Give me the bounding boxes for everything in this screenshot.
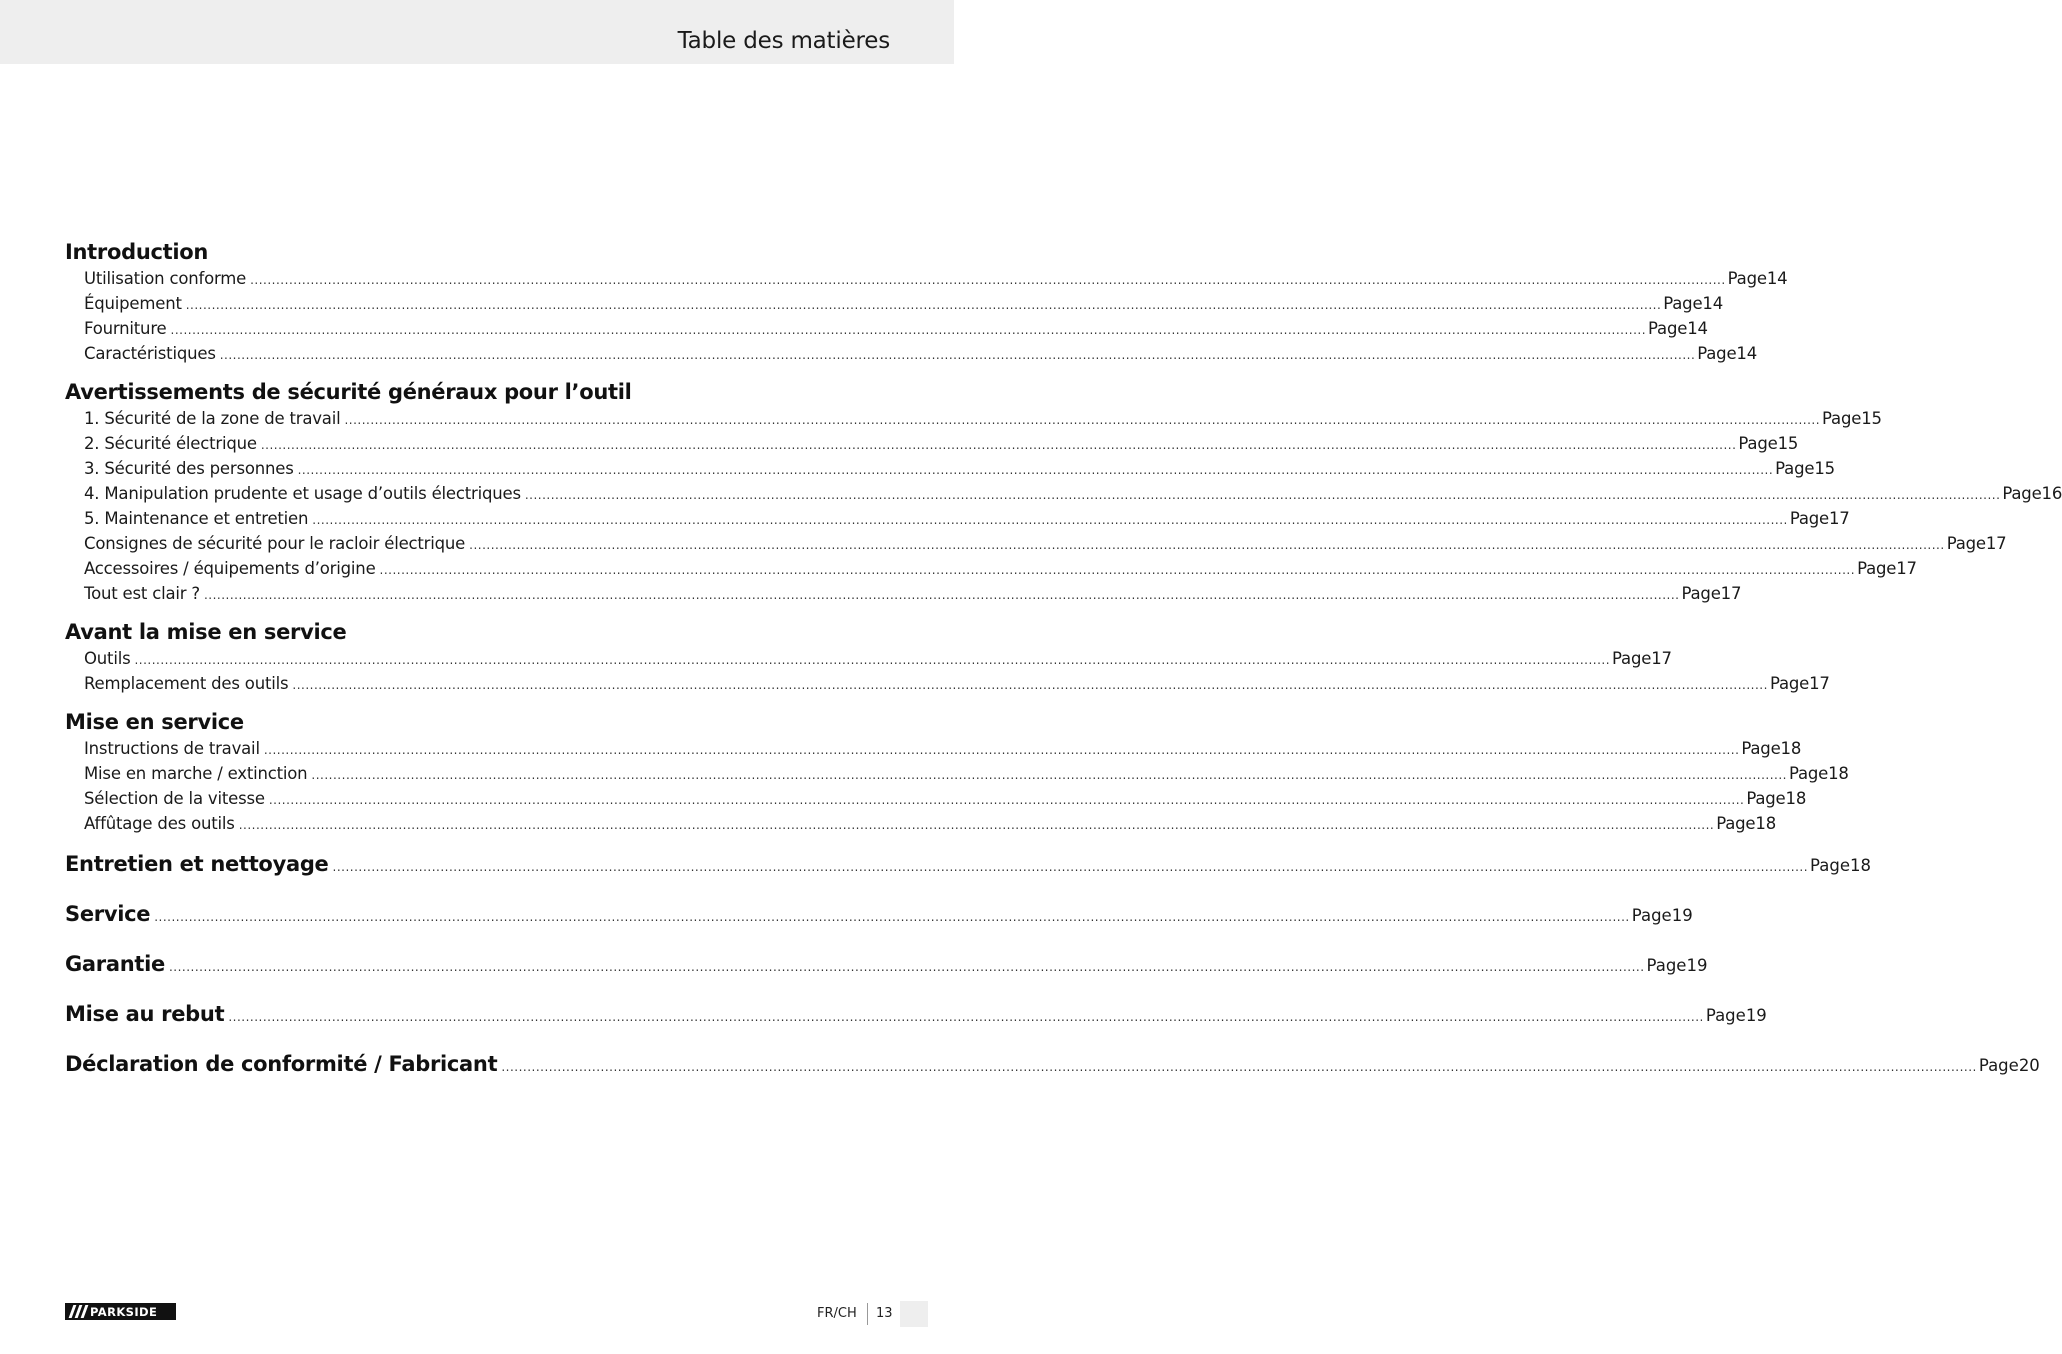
leader-dots: ...................................................................................................................................................................................................................................................................................................................................................... bbox=[228, 1010, 1704, 1024]
toc-heading-entry[interactable] bbox=[65, 848, 1871, 880]
leader-dots: ...................................................................................................................................................................................................................................................................................................................................................... bbox=[134, 653, 1611, 667]
toc-section-before-use bbox=[65, 618, 1830, 696]
toc-entry[interactable] bbox=[65, 431, 1799, 456]
leader-dots: ...................................................................................................................................................................................................................................................................................................................................................... bbox=[344, 413, 1821, 427]
parkside-logo bbox=[65, 1303, 176, 1320]
entry-label: Consignes de sécurité pour le racloir électrique bbox=[84, 534, 466, 553]
page-word: Page bbox=[1646, 956, 1687, 975]
page-word: Page bbox=[1741, 739, 1781, 758]
toc-entry[interactable] bbox=[65, 736, 1802, 761]
leader-dots: ...................................................................................................................................................................................................................................................................................................................................................... bbox=[260, 438, 1737, 452]
page-word: Page bbox=[1705, 1006, 1746, 1025]
leader-dots: ...................................................................................................................................................................................................................................................................................................................................................... bbox=[238, 818, 1715, 832]
heading-label: Mise au rebut bbox=[65, 1002, 225, 1026]
page-word: Page bbox=[1631, 906, 1672, 925]
page-word: Page bbox=[1789, 509, 1829, 528]
page-word: Page bbox=[1738, 434, 1778, 453]
page-number: 15 bbox=[1777, 434, 1799, 453]
leader-dots: ...................................................................................................................................................................................................................................................................................................................................................... bbox=[501, 1060, 1977, 1074]
leader-dots: ...................................................................................................................................................................................................................................................................................................................................................... bbox=[203, 588, 1680, 602]
toc-section-operation bbox=[65, 708, 1849, 836]
page-word: Page bbox=[2002, 484, 2042, 503]
toc-heading-entry[interactable] bbox=[65, 948, 1708, 980]
page-word: Page bbox=[1857, 559, 1897, 578]
entry-label: Instructions de travail bbox=[84, 739, 260, 758]
page-number: 14 bbox=[1736, 344, 1758, 363]
page-word: Page bbox=[1697, 344, 1737, 363]
page-number: 18 bbox=[1785, 789, 1807, 808]
page-number: 20 bbox=[2018, 1056, 2040, 1075]
page-number: 14 bbox=[1702, 294, 1724, 313]
toc-entry[interactable] bbox=[65, 811, 1776, 836]
toc-entry[interactable] bbox=[65, 481, 2062, 506]
language-code: FR/CH bbox=[817, 1306, 857, 1321]
entry-label: Fourniture bbox=[84, 319, 167, 338]
heading-label: Déclaration de conformité / Fabricant bbox=[65, 1052, 498, 1076]
leader-dots: ...................................................................................................................................................................................................................................................................................................................................................... bbox=[524, 488, 2001, 502]
entry-label: 2. Sécurité électrique bbox=[84, 434, 257, 453]
leader-dots: ...................................................................................................................................................................................................................................................................................................................................................... bbox=[311, 768, 1787, 782]
toc-entry[interactable] bbox=[65, 291, 1724, 316]
page-title: Table des matières bbox=[677, 28, 890, 54]
page-word: Page bbox=[1822, 409, 1862, 428]
page-number: 17 bbox=[1809, 674, 1830, 693]
page-number: 18 bbox=[1755, 814, 1776, 833]
leader-dots: ...................................................................................................................................................................................................................................................................................................................................................... bbox=[379, 563, 1856, 577]
leader-dots: ...................................................................................................................................................................................................................................................................................................................................................... bbox=[292, 678, 1768, 692]
toc-entry[interactable] bbox=[65, 531, 2007, 556]
toc-heading-entry[interactable] bbox=[65, 998, 1767, 1030]
entry-label: 1. Sécurité de la zone de travail bbox=[84, 409, 341, 428]
toc-entry[interactable] bbox=[65, 456, 1835, 481]
leader-dots: ...................................................................................................................................................................................................................................................................................................................................................... bbox=[312, 513, 1788, 527]
entry-label: Utilisation conforme bbox=[84, 269, 247, 288]
toc-entry[interactable] bbox=[65, 341, 1758, 366]
leader-dots: ...................................................................................................................................................................................................................................................................................................................................................... bbox=[168, 960, 1645, 974]
section-title: Mise en service bbox=[65, 710, 244, 734]
toc-entry[interactable] bbox=[65, 406, 1882, 431]
page-number: 16 bbox=[2041, 484, 2062, 503]
page-word: Page bbox=[1716, 814, 1756, 833]
leader-dots: ...................................................................................................................................................................................................................................................................................................................................................... bbox=[185, 298, 1662, 312]
page-word: Page bbox=[1775, 459, 1815, 478]
leader-dots: ...................................................................................................................................................................................................................................................................................................................................................... bbox=[154, 910, 1630, 924]
toc-entry[interactable] bbox=[65, 761, 1849, 786]
page-number: 18 bbox=[1780, 739, 1802, 758]
page-word: Page bbox=[1769, 674, 1810, 693]
page-word: Page bbox=[1946, 534, 1986, 553]
page-word: Page bbox=[1978, 1056, 2019, 1075]
entry-label: Remplacement des outils bbox=[84, 674, 289, 693]
page-number: 17 bbox=[1896, 559, 1917, 578]
heading-label: Entretien et nettoyage bbox=[65, 852, 329, 876]
entry-label: Caractéristiques bbox=[84, 344, 216, 363]
page-word: Page bbox=[1681, 584, 1721, 603]
toc-entry[interactable] bbox=[65, 671, 1830, 696]
toc-section-safety-warnings bbox=[65, 378, 2062, 606]
page-word: Page bbox=[1727, 269, 1767, 288]
entry-label: Outils bbox=[84, 649, 131, 668]
leader-dots: ...................................................................................................................................................................................................................................................................................................................................................... bbox=[469, 538, 1945, 552]
entry-label: 5. Maintenance et entretien bbox=[84, 509, 309, 528]
entry-label: 4. Manipulation prudente et usage d’outils électriques bbox=[84, 484, 521, 503]
toc-entry[interactable] bbox=[65, 266, 1788, 291]
page-word: Page bbox=[1612, 649, 1652, 668]
leader-dots: ...................................................................................................................................................................................................................................................................................................................................................... bbox=[268, 793, 1745, 807]
page-number: 17 bbox=[1651, 649, 1672, 668]
page-number: 17 bbox=[1985, 534, 2007, 553]
entry-label: Équipement bbox=[84, 294, 182, 313]
page-number: 19 bbox=[1686, 956, 1708, 975]
leader-dots: ...................................................................................................................................................................................................................................................................................................................................................... bbox=[332, 860, 1809, 874]
toc-section-introduction bbox=[65, 238, 1788, 366]
page-word: Page bbox=[1788, 764, 1829, 783]
logo-brand-text: PARKSIDE bbox=[90, 1304, 158, 1319]
toc-heading-entry[interactable] bbox=[65, 1048, 2040, 1080]
table-of-contents bbox=[65, 238, 2062, 1098]
page-number: 14 bbox=[1766, 269, 1788, 288]
page-number: 18 bbox=[1828, 764, 1849, 783]
leader-dots: ...................................................................................................................................................................................................................................................................................................................................................... bbox=[219, 348, 1696, 362]
page-number: 19 bbox=[1745, 1006, 1767, 1025]
page-number: 15 bbox=[1861, 409, 1882, 428]
page-word: Page bbox=[1746, 789, 1786, 808]
entry-label: Sélection de la vitesse bbox=[84, 789, 265, 808]
leader-dots: ...................................................................................................................................................................................................................................................................................................................................................... bbox=[170, 323, 1647, 337]
section-title: Introduction bbox=[65, 240, 209, 264]
leader-dots: ...................................................................................................................................................................................................................................................................................................................................................... bbox=[250, 273, 1726, 287]
entry-label: Mise en marche / extinction bbox=[84, 764, 308, 783]
page-number: 14 bbox=[1687, 319, 1708, 338]
logo-stripes-icon bbox=[68, 1303, 88, 1320]
page-word: Page bbox=[1663, 294, 1703, 313]
section-title: Avant la mise en service bbox=[65, 620, 347, 644]
page-number: 15 bbox=[1814, 459, 1835, 478]
entry-label: Tout est clair ? bbox=[84, 584, 200, 603]
page-number: 19 bbox=[1671, 906, 1693, 925]
toc-heading-entry[interactable] bbox=[65, 898, 1693, 930]
heading-label: Garantie bbox=[65, 952, 165, 976]
page-number: 18 bbox=[1850, 856, 1871, 875]
page-number-footer: 13 bbox=[876, 1306, 893, 1321]
footer-tab-box bbox=[900, 1301, 928, 1327]
leader-dots: ...................................................................................................................................................................................................................................................................................................................................................... bbox=[263, 743, 1740, 757]
toc-entry[interactable] bbox=[65, 581, 1742, 606]
page-number: 17 bbox=[1828, 509, 1850, 528]
toc-entry[interactable] bbox=[65, 786, 1807, 811]
entry-label: Accessoires / équipements d’origine bbox=[84, 559, 376, 578]
page-word: Page bbox=[1810, 856, 1850, 875]
toc-entry[interactable] bbox=[65, 316, 1708, 341]
page-number: 17 bbox=[1720, 584, 1742, 603]
toc-entry[interactable] bbox=[65, 556, 1917, 581]
section-title: Avertissements de sécurité généraux pour l’outil bbox=[65, 380, 632, 404]
heading-label: Service bbox=[65, 902, 151, 926]
page-word: Page bbox=[1648, 319, 1688, 338]
toc-entry[interactable] bbox=[65, 646, 1672, 671]
toc-entry[interactable] bbox=[65, 506, 1850, 531]
entry-label: 3. Sécurité des personnes bbox=[84, 459, 294, 478]
entry-label: Affûtage des outils bbox=[84, 814, 235, 833]
leader-dots: ...................................................................................................................................................................................................................................................................................................................................................... bbox=[297, 463, 1774, 477]
footer-divider bbox=[867, 1303, 868, 1325]
